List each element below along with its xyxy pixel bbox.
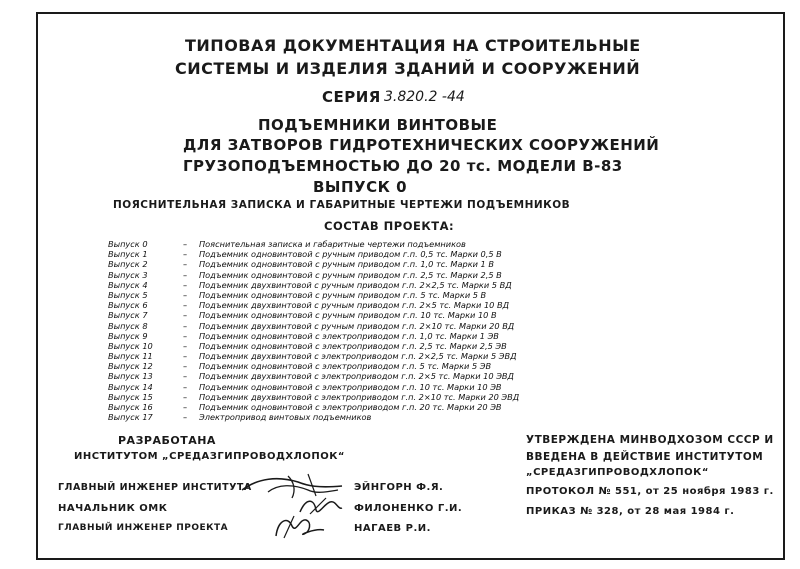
issue-subtitle: ПОЯСНИТЕЛЬНАЯ ЗАПИСКА И ГАБАРИТНЫЕ ЧЕРТЕЖИ ПОДЪЕМНИКОВ	[113, 199, 571, 211]
contents-list	[108, 239, 668, 422]
list-item: Выпуск 7 – Подъемник одновинтовой с ручным приводом г.п. 10 тс. Марки 10 В	[108, 310, 497, 321]
list-item: Выпуск 10 – Подъемник одновинтовой с электроприводом г.п. 2,5 тс. Марки 2,5 ЭВ	[108, 340, 507, 351]
approved-line-3: „СРЕДАЗГИПРОВОДХЛОПОК“	[526, 467, 709, 478]
approval-order: ПРИКАЗ № 328, от 28 мая 1984 г.	[526, 506, 735, 517]
title-line-2: ДЛЯ ЗАТВОРОВ ГИДРОТЕХНИЧЕСКИХ СООРУЖЕНИЙ	[183, 136, 660, 154]
series-label: СЕРИЯ	[322, 88, 381, 106]
series-number: 3.820.2 -44	[384, 89, 465, 105]
signatory-role: НАЧАЛЬНИК ОМК	[58, 503, 168, 514]
list-item: Выпуск 5 – Подъемник одновинтовой с ручным приводом г.п. 5 тс. Марки 5 В	[108, 289, 487, 300]
contents-heading: СОСТАВ ПРОЕКТА:	[324, 219, 455, 233]
signature-project-engineer	[270, 512, 330, 542]
list-item: Выпуск 8 – Подъемник двухвинтовой с ручным приводом г.п. 2×10 тс. Марки 20 ВД	[108, 320, 515, 331]
list-item: Выпуск 9 – Подъемник одновинтовой с электроприводом г.п. 1,0 тс. Марки 1 ЭВ	[108, 330, 499, 341]
list-item: Выпуск 3 – Подъемник одновинтовой с ручным приводом г.п. 2,5 тс. Марки 2,5 В	[108, 269, 502, 280]
approved-line-2: ВВЕДЕНА В ДЕЙСТВИЕ ИНСТИТУТОМ	[526, 451, 764, 463]
signatory-role: ГЛАВНЫЙ ИНЖЕНЕР ИНСТИТУТА	[58, 482, 252, 493]
title-line-3: ГРУЗОПОДЪЕМНОСТЬЮ ДО 20 тс. МОДЕЛИ В-83	[183, 157, 623, 175]
list-item: Выпуск 1 – Подъемник одновинтовой с ручным приводом г.п. 0,5 тс. Марки 0,5 В	[108, 249, 502, 260]
list-item: Выпуск 12 – Подъемник одновинтовой с электроприводом г.п. 5 тс. Марки 5 ЭВ	[108, 361, 492, 372]
list-item: Выпуск 17 – Электропривод винтовых подъемников	[108, 412, 372, 423]
signatory-name: НАГАЕВ Р.И.	[354, 523, 431, 534]
list-item: Выпуск 4 – Подъемник двухвинтовой с ручным приводом г.п. 2×2,5 тс. Марки 5 ВД	[108, 279, 512, 290]
signatory-role: ГЛАВНЫЙ ИНЖЕНЕР ПРОЕКТА	[58, 523, 229, 533]
header-line-2: СИСТЕМЫ И ИЗДЕЛИЯ ЗДАНИЙ И СООРУЖЕНИЙ	[175, 59, 641, 78]
header-line-1: ТИПОВАЯ ДОКУМЕНТАЦИЯ НА СТРОИТЕЛЬНЫЕ	[185, 36, 641, 55]
title-line-1: ПОДЪЕМНИКИ ВИНТОВЫЕ	[258, 116, 498, 134]
developed-institute: ИНСТИТУТОМ „СРЕДАЗГИПРОВОДХЛОПОК“	[74, 451, 345, 462]
approved-line-1: УТВЕРЖДЕНА МИНВОДХОЗОМ СССР И	[526, 434, 774, 446]
signatory-name: ЭЙНГОРН Ф.Я.	[354, 482, 444, 493]
list-item: Выпуск 16 – Подъемник одновинтовой с электроприводом г.п. 20 тс. Марки 20 ЭВ	[108, 402, 502, 412]
approval-protocol: ПРОТОКОЛ № 551, от 25 ноября 1983 г.	[526, 486, 774, 497]
list-item: Выпуск 11 – Подъемник двухвинтовой с электроприводом г.п. 2×2,5 тс. Марки 5 ЭВД	[108, 351, 517, 362]
list-item: Выпуск 15 – Подъемник двухвинтовой с электроприводом г.п. 2×10 тс. Марки 20 ЭВД	[108, 391, 520, 402]
signatory-name: ФИЛОНЕНКО Г.И.	[354, 503, 463, 514]
list-item: Выпуск 14 – Подъемник одновинтовой с электроприводом г.п. 10 тс. Марки 10 ЭВ	[108, 381, 502, 392]
issue-number: ВЫПУСК 0	[313, 178, 408, 196]
list-item: Выпуск 2 – Подъемник одновинтовой с ручным приводом г.п. 1,0 тс. Марки 1 В	[108, 259, 494, 270]
developed-label: РАЗРАБОТАНА	[118, 434, 216, 447]
list-item: Выпуск 0 – Пояснительная записка и габаритные чертежи подъемников	[108, 239, 466, 249]
list-item: Выпуск 13 – Подъемник двухвинтовой с электроприводом г.п. 2×5 тс. Марки 10 ЭВД	[108, 371, 514, 382]
list-item: Выпуск 6 – Подъемник двухвинтовой с ручным приводом г.п. 2×5 тс. Марки 10 ВД	[108, 300, 509, 311]
